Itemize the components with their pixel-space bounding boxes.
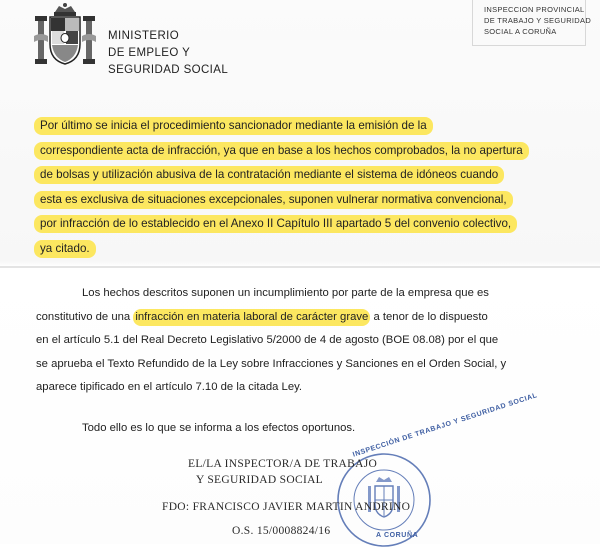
paragraph-text: a tenor de lo dispuesto [370,310,488,323]
highlighted-text: de bolsas y utilización abusiva de la contratación mediante el sistema de idóneos cuando [34,166,504,184]
paragraph-line [34,212,520,237]
paragraph-line: Los hechos descritos suponen un incumplimiento por parte de la empresa que es [82,287,489,299]
coat-of-arms-icon [32,2,98,70]
paragraph-line [34,237,520,262]
office-stamp-line-1: INSPECCION PROVINCIAL [484,5,585,14]
paragraph-line [36,306,526,330]
ministry-line-2: DE EMPLEO Y [108,47,191,59]
paragraph-line [34,163,520,188]
paragraph-line: aparece tipificado en el artículo 7.10 de la citada Ley. [36,381,303,393]
office-stamp-line-3: SOCIAL A CORUÑA [484,27,557,36]
paragraph-line: en el artículo 5.1 del Real Decreto Legislativo 5/2000 de 4 de agosto (BOE 08.08) por el que [36,334,499,346]
signature-title-line-1: EL/LA INSPECTOR/A DE TRABAJO [188,458,378,470]
office-stamp-text [484,4,591,37]
closing-sentence: Todo ello es lo que se informa a los efectos oportunos. [82,422,356,434]
highlighted-text: infracción en materia laboral de carácter grave [133,309,370,326]
paragraph-line [34,114,520,139]
paragraph-text: constitutivo de una [36,310,134,323]
highlighted-text: correspondiente acta de infracción, ya que en base a los hechos comprobados, la no apertura [34,142,529,160]
seal-text-top: INSPECCIÓN DE TRABAJO Y SEGURIDAD SOCIAL [352,392,539,459]
ministry-line-3: SEGURIDAD SOCIAL [108,64,229,76]
ministry-name [108,28,228,79]
paragraph-line [34,139,523,164]
seal-text-bottom: A CORUÑA [376,532,419,539]
highlighted-text: Por último se inicia el procedimiento sancionador mediante la emisión de la [34,117,433,135]
signature-title-line-2: Y SEGURIDAD SOCIAL [196,474,324,486]
signatory-name: FDO: FRANCISCO JAVIER MARTIN ANDRINO [162,501,411,513]
office-stamp-line-2: DE TRABAJO Y SEGURIDAD [484,16,592,25]
paragraph-line [34,188,520,213]
ministry-line-1: MINISTERIO [108,30,180,42]
highlighted-text: ya citado. [34,240,96,258]
paragraph-line: se aprueba el Texto Refundido de la Ley sobre Infracciones y Sanciones en el Orden Social, y [36,357,507,370]
facts-paragraph [36,282,526,400]
order-reference: O.S. 15/0008824/16 [232,525,331,537]
highlighted-paragraph [34,114,523,262]
page-fold [0,266,600,268]
highlighted-text: por infracción de lo establecido en el Anexo II Capítulo III apartado 5 del convenio colectivo, [34,215,517,233]
highlighted-text: esta es exclusiva de situaciones excepcionales, suponen vulnerar normativa convencional, [34,191,513,209]
